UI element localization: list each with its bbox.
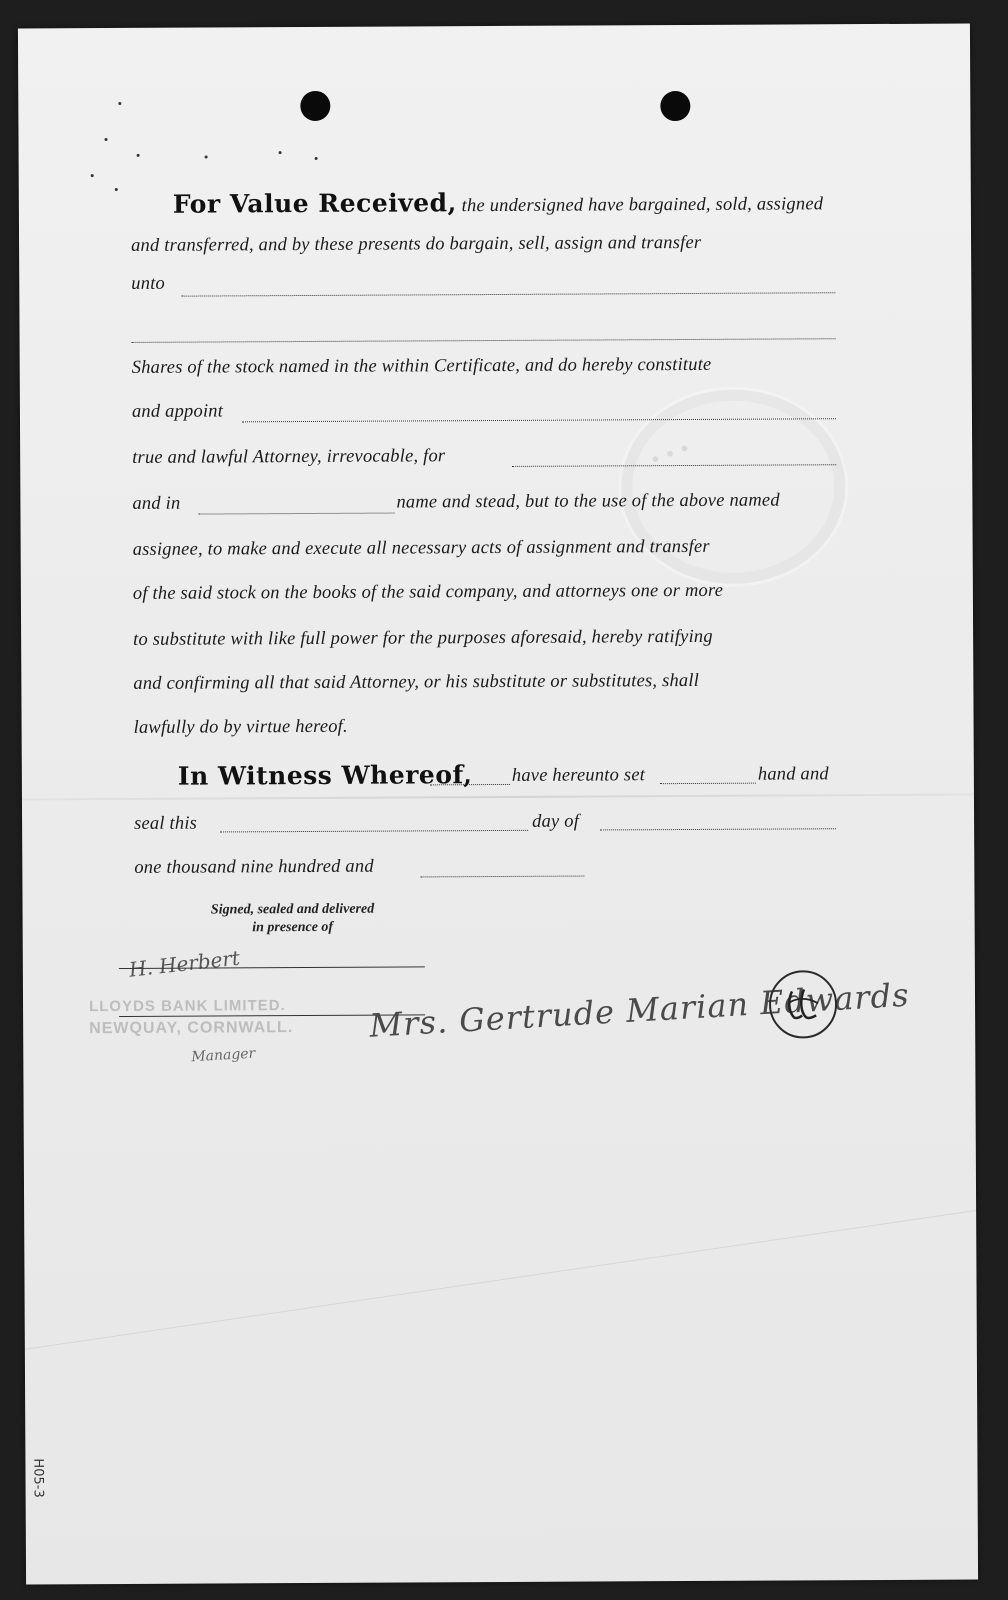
- paper-crease: [18, 1196, 978, 1356]
- witness-line-2a: seal this: [134, 813, 198, 834]
- punch-hole-left: [300, 91, 330, 121]
- signed-label-line-1: Signed, sealed and delivered: [210, 901, 375, 918]
- line-8b: name and stead, but to the use of the above named: [396, 490, 780, 513]
- blank-set-line: [660, 783, 756, 785]
- blank-transferee-line: [181, 292, 835, 296]
- signed-label-line-2: in presence of: [252, 919, 334, 936]
- for-value-received-heading: For Value Received,: [172, 188, 457, 219]
- blank-shares-line: [132, 338, 836, 343]
- margin-note: H05-3: [30, 1458, 46, 1498]
- line-3: unto: [131, 273, 166, 294]
- bank-stamp-line-2: NEWQUAY, CORNWALL.: [89, 1019, 294, 1038]
- punch-hole-right: [660, 91, 690, 121]
- in-witness-whereof-heading: In Witness Whereof,: [177, 760, 473, 791]
- witness-line-1b: have hereunto set: [511, 765, 646, 786]
- line-1: [173, 186, 823, 218]
- embossed-seal-mark: ● ● ●: [648, 438, 693, 467]
- line-5: Shares of the stock named in the within Certificate, and do hereby constitute: [131, 354, 712, 378]
- paper-fold: [22, 794, 974, 801]
- blank-name-line: [198, 513, 394, 515]
- line-10: of the said stock on the books of the said company, and attorneys one or more: [132, 580, 724, 604]
- certificate-reverse-page: [18, 24, 978, 1585]
- line-12: and confirming all that said Attorney, or his substitute or substitutes, shall: [133, 670, 700, 694]
- manager-note: Manager: [190, 1045, 256, 1066]
- signer-signature: Mrs. Gertrude Marian Edwards: [368, 975, 911, 1045]
- text-span: the undersigned have bargained, sold, assigned: [461, 194, 824, 217]
- line-8a: and in: [132, 493, 181, 514]
- witness-signature-line: [119, 966, 425, 969]
- monogram-seal: [769, 970, 837, 1038]
- witness-signature: H. Herbert: [127, 945, 242, 982]
- monogram-icon: [778, 979, 828, 1029]
- blank-witness-line: [430, 784, 510, 785]
- line-2: and transferred, and by these presents do bargain, sell, assign and transfer: [131, 232, 702, 256]
- line-6: and appoint: [131, 401, 224, 422]
- bank-stamp: [89, 995, 293, 1040]
- witness-line-3: one thousand nine hundred and: [134, 856, 374, 878]
- line-9: assignee, to make and execute all necessary acts of assignment and transfer: [132, 536, 710, 560]
- blank-day-line: [600, 828, 836, 830]
- witness-line-1: [178, 760, 473, 791]
- witness-line-2b: day of: [532, 811, 580, 832]
- ink-specks: [18, 24, 970, 29]
- bank-stamp-line-1: LLOYDS BANK LIMITED.: [89, 997, 286, 1016]
- witness-line-1c: hand and: [757, 764, 829, 785]
- blank-year-line: [420, 876, 584, 878]
- line-11: to substitute with like full power for the purposes aforesaid, hereby ratifying: [133, 626, 713, 650]
- line-7: true and lawful Attorney, irrevocable, for: [132, 446, 446, 468]
- signed-sealed-label: [163, 900, 423, 937]
- blank-seal-line: [220, 830, 528, 833]
- line-13: lawfully do by virtue hereof.: [133, 716, 348, 738]
